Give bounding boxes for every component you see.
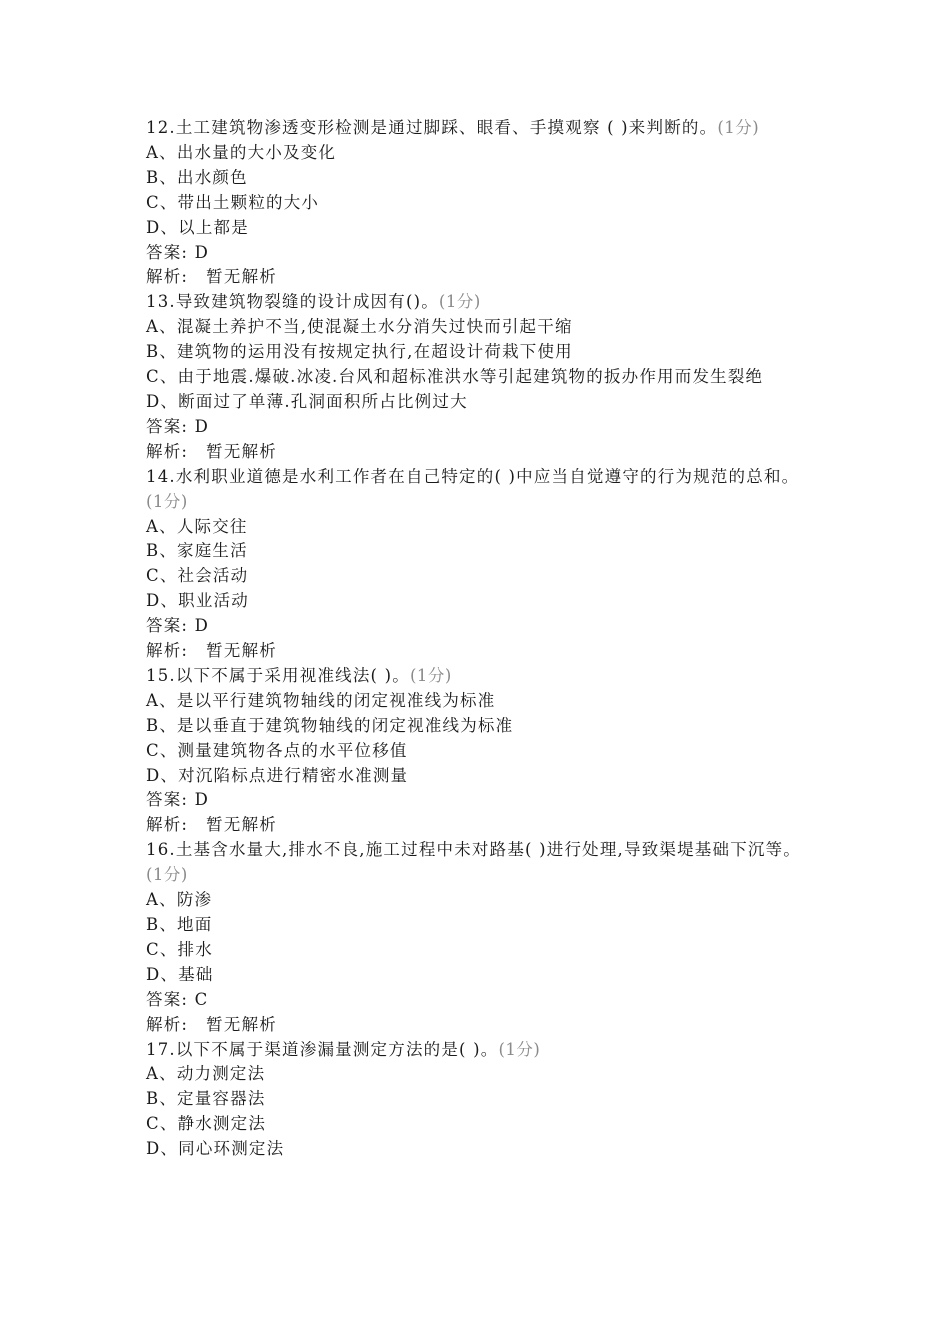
answer-line bbox=[146, 788, 806, 813]
answer-value: D bbox=[194, 242, 210, 262]
option-b: B、地面 bbox=[146, 915, 213, 934]
analysis-value: 暂无解析 bbox=[206, 267, 277, 287]
answer-label: 答案: bbox=[146, 790, 189, 810]
question-stem: 15.以下不属于采用视准线法( )。 bbox=[146, 665, 410, 685]
question-score: (1分) bbox=[717, 118, 760, 137]
option-c: C、静水测定法 bbox=[146, 1114, 267, 1134]
question-stem-wrap bbox=[146, 838, 806, 888]
analysis-label: 解析: bbox=[146, 267, 189, 287]
question-14 bbox=[146, 465, 806, 664]
question-stem: 12.土工建筑物渗透变形检测是通过脚踩、眼看、手摸观察 ( )来判断的。 bbox=[146, 118, 718, 137]
answer-value: D bbox=[194, 616, 210, 636]
analysis-value: 暂无解析 bbox=[206, 641, 277, 661]
answer-value: C bbox=[194, 989, 209, 1009]
option-c: C、由于地震.爆破.冰凌.台风和超标准洪水等引起建筑物的扳办作用而发生裂绝 bbox=[146, 367, 764, 387]
analysis-label: 解析: bbox=[146, 441, 189, 461]
question-stem-wrap bbox=[146, 664, 806, 689]
option-c: C、测量建筑物各点的水平位移值 bbox=[146, 740, 408, 760]
option-d: D、同心环测定法 bbox=[146, 1139, 285, 1159]
option-b: B、出水颜色 bbox=[146, 167, 248, 187]
analysis-line bbox=[146, 1013, 806, 1038]
question-stem: 13.导致建筑物裂缝的设计成因有()。 bbox=[146, 292, 439, 312]
answer-line bbox=[146, 988, 806, 1013]
question-16 bbox=[146, 838, 806, 1037]
question-12 bbox=[146, 116, 806, 290]
question-score: (1分) bbox=[498, 1039, 541, 1059]
option-d: D、对沉陷标点进行精密水准测量 bbox=[146, 765, 409, 785]
question-stem: 16.土基含水量大,排水不良,施工过程中未对路基( )进行处理,导致渠堤基础下沉等。 bbox=[146, 840, 801, 860]
question-13 bbox=[146, 290, 806, 464]
option-c: C、社会活动 bbox=[146, 566, 249, 586]
question-stem: 14.水利职业道德是水利工作者在自己特定的( )中应当自觉遵守的行为规范的总和。 bbox=[146, 466, 800, 486]
question-stem-wrap bbox=[146, 116, 806, 141]
option-d: D、断面过了单薄.孔洞面积所占比例过大 bbox=[146, 391, 468, 411]
question-score: (1分) bbox=[146, 491, 188, 511]
analysis-value: 暂无解析 bbox=[206, 441, 277, 461]
question-17 bbox=[146, 1038, 806, 1163]
question-stem-wrap bbox=[146, 290, 806, 315]
question-score: (1分) bbox=[438, 292, 481, 312]
question-stem: 17.以下不属于渠道渗漏量测定方法的是( )。 bbox=[146, 1039, 499, 1059]
analysis-line bbox=[146, 813, 806, 838]
option-d: D、职业活动 bbox=[146, 591, 249, 611]
option-a: A、人际交往 bbox=[146, 516, 248, 536]
answer-line bbox=[146, 614, 806, 639]
question-stem-wrap bbox=[146, 1038, 806, 1063]
answer-label: 答案: bbox=[146, 616, 189, 636]
option-c: C、带出土颗粒的大小 bbox=[146, 192, 320, 212]
answer-label: 答案: bbox=[146, 416, 189, 436]
analysis-label: 解析: bbox=[146, 1014, 189, 1034]
option-c: C、排水 bbox=[146, 939, 213, 959]
question-score: (1分) bbox=[146, 865, 188, 885]
option-b: B、家庭生活 bbox=[146, 541, 248, 561]
option-b: B、是以垂直于建筑物轴线的闭定视准线为标准 bbox=[146, 715, 514, 735]
question-15 bbox=[146, 664, 806, 838]
option-a: A、混凝土养护不当,使混凝土水分消失过快而引起干缩 bbox=[146, 317, 573, 337]
option-b: B、定量容器法 bbox=[146, 1089, 266, 1109]
option-d: D、基础 bbox=[146, 964, 214, 984]
analysis-line bbox=[146, 440, 806, 465]
option-a: A、出水量的大小及变化 bbox=[146, 142, 337, 162]
analysis-value: 暂无解析 bbox=[206, 1014, 277, 1034]
analysis-label: 解析: bbox=[146, 641, 189, 661]
answer-value: D bbox=[194, 790, 210, 810]
answer-label: 答案: bbox=[146, 989, 189, 1009]
analysis-line bbox=[146, 639, 806, 664]
option-d: D、以上都是 bbox=[146, 217, 249, 237]
question-stem-wrap bbox=[146, 465, 806, 515]
option-a: A、防渗 bbox=[146, 890, 213, 910]
analysis-label: 解析: bbox=[146, 815, 189, 835]
answer-line bbox=[146, 241, 806, 266]
option-a: A、动力测定法 bbox=[146, 1064, 266, 1084]
option-b: B、建筑物的运用没有按规定执行,在超设计荷栽下使用 bbox=[146, 342, 573, 362]
analysis-value: 暂无解析 bbox=[206, 815, 277, 835]
answer-label: 答案: bbox=[146, 242, 189, 262]
analysis-line bbox=[146, 265, 806, 290]
option-a: A、是以平行建筑物轴线的闭定视准线为标准 bbox=[146, 690, 496, 710]
question-list bbox=[146, 116, 806, 1162]
answer-line bbox=[146, 415, 806, 440]
question-score: (1分) bbox=[409, 665, 452, 685]
answer-value: D bbox=[194, 416, 210, 436]
